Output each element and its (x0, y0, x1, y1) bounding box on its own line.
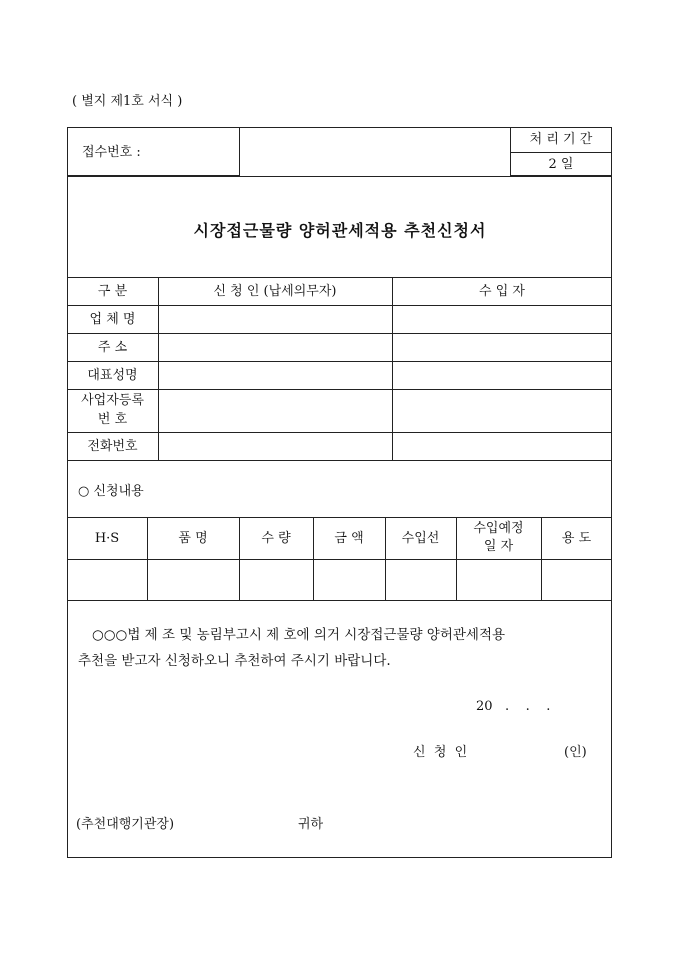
application-content-label: ○ 신청내용 (78, 484, 144, 499)
receipt-number-label: 접수번호 : (82, 145, 141, 160)
category-header: 구 분 (97, 283, 128, 299)
declaration-line-1: ○○○법 제 조 및 농림부고시 제 호에 의거 시장접근물량 양허관세적용 (92, 627, 506, 643)
row-label-company-name: 업 체 명 (89, 311, 136, 327)
row-label-address: 주 소 (97, 339, 128, 355)
applicant-header: 신 청 인 (납세의무자) (213, 283, 337, 299)
planned-import-date-header-line2: 일 자 (483, 539, 514, 555)
hs-code-header: H·S (94, 530, 120, 546)
row-label-representative: 대표성명 (87, 367, 138, 383)
addressee: (추천대행기관장) (76, 817, 175, 832)
declaration-line-2: 추천을 받고자 신청하오니 추천하여 주시기 바랍니다. (78, 653, 391, 669)
applicant-sign-label: 신 청 인 (413, 745, 468, 760)
planned-import-date-header-line1: 수입예정 (473, 521, 524, 537)
row-label-phone: 전화번호 (87, 438, 138, 454)
application-date: 20 . . . (476, 699, 551, 714)
row-label-business-reg-line2: 번 호 (97, 412, 128, 428)
form-title: 시장접근물량 양허관세적용 추천신청서 (193, 221, 487, 240)
amount-header: 금 액 (334, 530, 364, 546)
import-source-header: 수입선 (401, 530, 440, 546)
importer-header: 수 입 자 (479, 283, 525, 299)
row-label-business-reg-line1: 사업자등록 (81, 393, 144, 409)
addressee-suffix: 귀하 (298, 817, 324, 832)
usage-header: 용 도 (561, 530, 592, 546)
processing-period-label: 처 리 기 간 (529, 132, 593, 148)
quantity-header: 수 량 (261, 530, 291, 546)
item-name-header: 품 명 (178, 530, 208, 546)
processing-period-value: 2 일 (548, 156, 574, 172)
seal-mark: (인) (564, 745, 587, 760)
form-number-note: ( 별지 제1호 서식 ) (72, 94, 183, 109)
